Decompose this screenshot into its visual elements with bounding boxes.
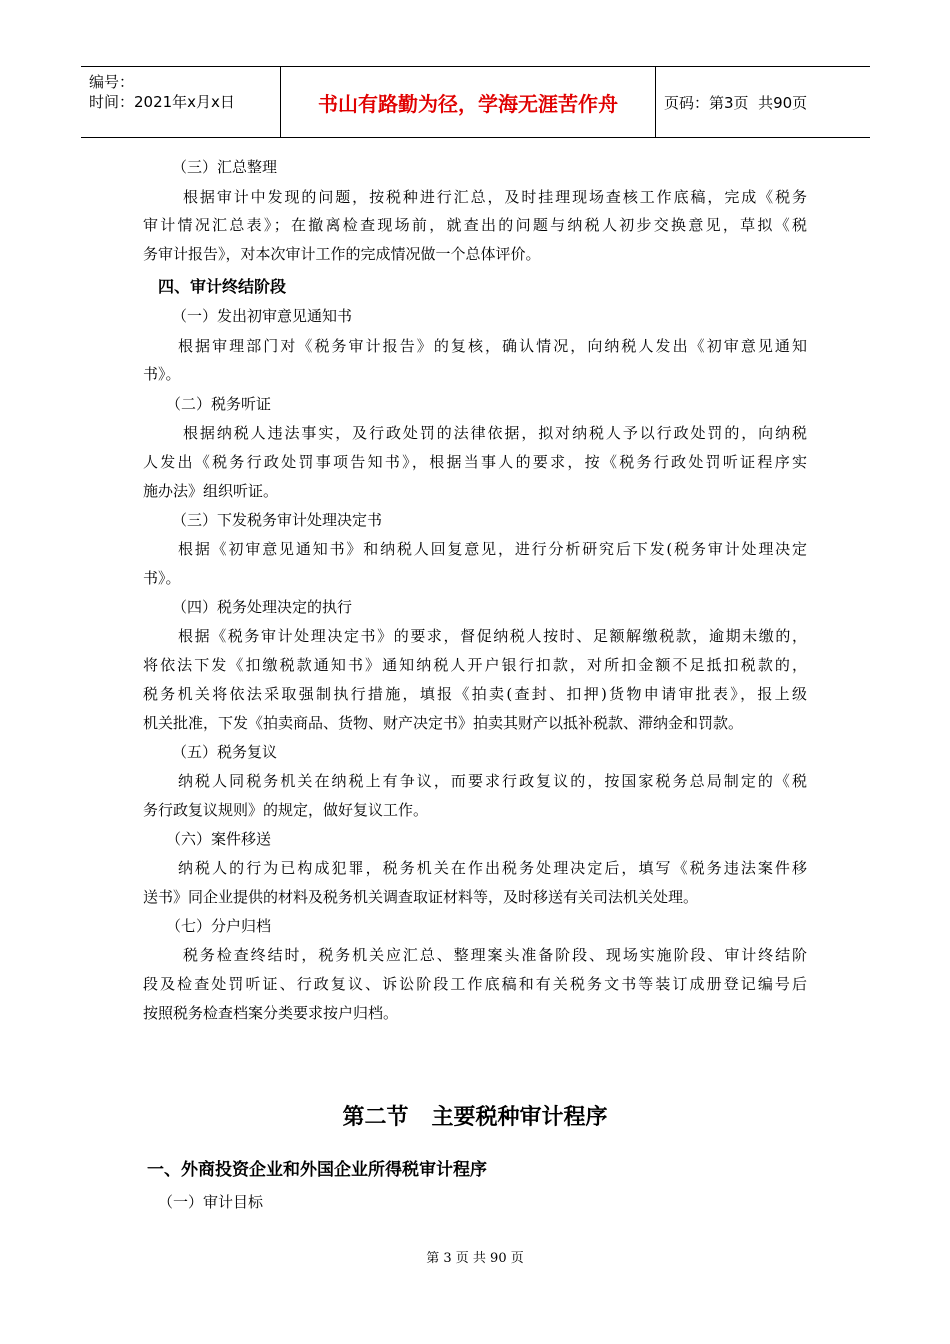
- paragraph-line: 税务检查终结时，税务机关应汇总、整理案头准备阶段、现场实施阶段、审计终结阶: [183, 946, 807, 964]
- paragraph-line: 审计情况汇总表》；在撤离检查现场前，就查出的问题与纳税人初步交换意见，草拟《税: [143, 216, 807, 234]
- paragraph-line: 务行政复议规则》的规定，做好复议工作。: [143, 801, 429, 819]
- header-motto: 书山有路勤为径，学海无涯苦作舟: [281, 67, 656, 137]
- paragraph-line: 书》。: [143, 365, 181, 383]
- paragraph-line: 机关批准，下发《拍卖商品、货物、财产决定书》拍卖其财产以抵补税款、滞纳金和罚款。: [143, 714, 744, 732]
- time-label: 时间：2021年x月x日: [89, 93, 235, 111]
- paragraph-line: 根据审计中发现的问题，按税种进行汇总，及时挂理现场查核工作底稿，完成《税务: [183, 188, 807, 206]
- paragraph-line: 按照税务检查档案分类要求按户归档。: [143, 1004, 399, 1022]
- paragraph-line: 人发出《税务行政处罚事项告知书》，根据当事人的要求，按《税务行政处罚听证程序实: [143, 453, 807, 471]
- paragraph-line: 书》。: [143, 569, 181, 587]
- heading-4-4: （四）税务处理决定的执行: [172, 598, 353, 616]
- page-footer: 第 3 页 共 90 页: [426, 1251, 524, 1266]
- heading-4-6: （六）案件移送: [166, 830, 272, 848]
- heading-4-5: （五）税务复议: [172, 743, 278, 761]
- heading-4-7: （七）分户归档: [166, 917, 272, 935]
- paragraph-line: 根据《初审意见通知书》和纳税人回复意见，进行分析研究后下发(税务审计处理决定: [178, 540, 807, 558]
- paragraph-line: 务审计报告》，对本次审计工作的完成情况做一个总体评价。: [143, 245, 541, 263]
- paragraph-line: 段及检查处罚听证、行政复议、诉讼阶段工作底稿和有关税务文书等装订成册登记编号后: [143, 975, 807, 993]
- page-info-text: 页码：第3页 共90页: [664, 93, 808, 112]
- heading-summary: （三）汇总整理: [172, 158, 278, 176]
- paragraph-line: 纳税人的行为已构成犯罪，税务机关在作出税务处理决定后，填写《税务违法案件移: [178, 859, 807, 877]
- sub-heading: 一、外商投资企业和外国企业所得税审计程序: [147, 1160, 487, 1180]
- paragraph-line: 税务机关将依法采取强制执行措施，填报《拍卖(查封、扣押)货物申请审批表》，报上级: [143, 685, 807, 703]
- heading-audit-objective: （一）审计目标: [158, 1193, 264, 1211]
- header-meta: [81, 67, 281, 137]
- paragraph-line: 根据审理部门对《税务审计报告》的复核，确认情况，向纳税人发出《初审意见通知: [178, 337, 807, 355]
- number-label: 编号：: [89, 73, 135, 91]
- paragraph-line: 施办法》组织听证。: [143, 482, 279, 500]
- paragraph-line: 根据纳税人违法事实，及行政处罚的法律依据，拟对纳税人予以行政处罚的，向纳税: [183, 424, 807, 442]
- header-page-info: [656, 67, 870, 137]
- paragraph-line: 根据《税务审计处理决定书》的要求，督促纳税人按时、足额解缴税款，逾期未缴的，: [178, 627, 807, 645]
- paragraph-line: 将依法下发《扣缴税款通知书》通知纳税人开户银行扣款，对所扣金额不足抵扣税款的，: [143, 656, 807, 674]
- heading-4-3: （三）下发税务审计处理决定书: [172, 511, 383, 529]
- chapter-title: 第二节 主要税种审计程序: [342, 1105, 608, 1130]
- page-header: [81, 66, 870, 138]
- heading-4-2: （二）税务听证: [166, 395, 272, 413]
- paragraph-line: 纳税人同税务机关在纳税上有争议，而要求行政复议的，按国家税务总局制定的《税: [178, 772, 807, 790]
- heading-4-1: （一）发出初审意见通知书: [172, 307, 353, 325]
- section-heading-4: 四、审计终结阶段: [158, 277, 287, 296]
- paragraph-line: 送书》同企业提供的材料及税务机关调查取证材料等，及时移送有关司法机关处理。: [143, 888, 699, 906]
